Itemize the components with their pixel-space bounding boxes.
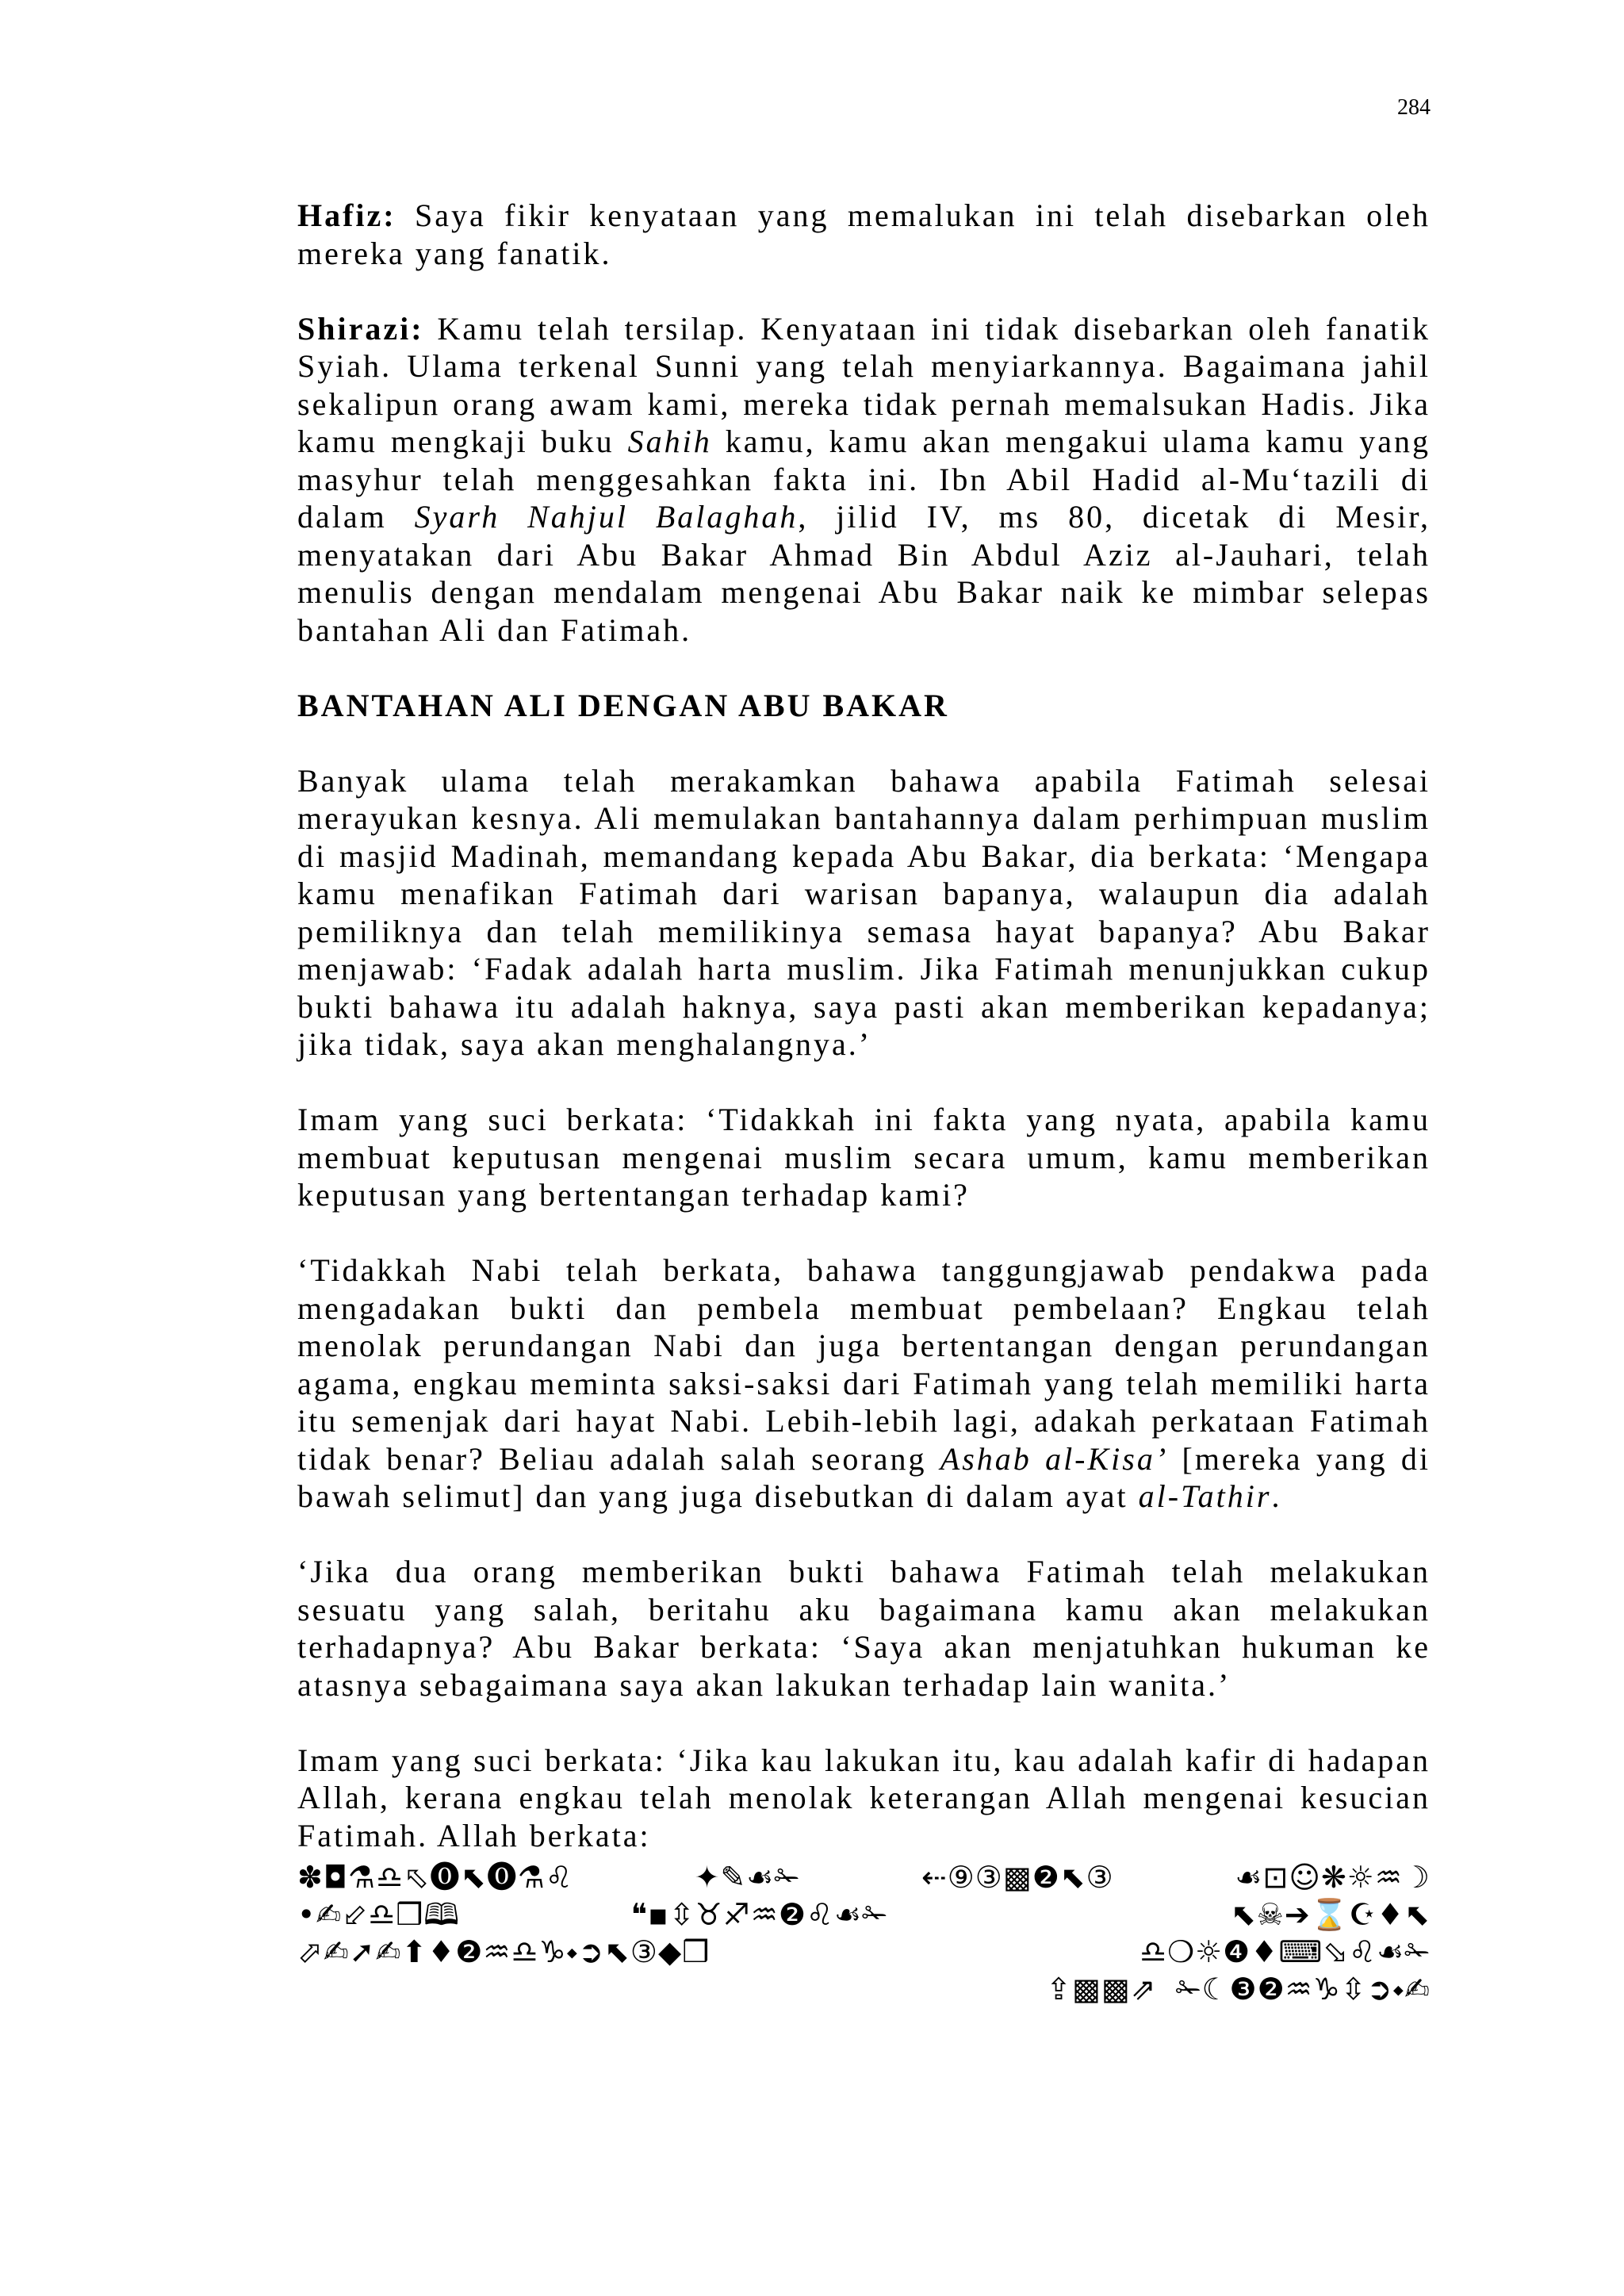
page-content xyxy=(297,197,1431,2008)
glyph-run: ✁☾❸❷♒♑⇳➲⬩✍ xyxy=(1175,1972,1431,2007)
section-heading: BANTAHAN ALI DENGAN ABU BAKAR xyxy=(297,687,949,723)
glyph-run: ⬉☠➔⌛☪♦⬉ xyxy=(1230,1897,1431,1932)
speaker-name: Shirazi: xyxy=(297,310,424,347)
italic-term-ashab-al-kisa: Ashab al-Kisa’ xyxy=(940,1440,1169,1477)
paragraph-shirazi xyxy=(297,310,1431,650)
glyph-run: ⬀✍➚✍⬆♦❷♒♎♑⬩➲⬉③◆❒ xyxy=(297,1934,710,1969)
paragraph-bukti: ‘Jika dua orang memberikan bukti bahawa Fatimah telah melakukan sesuatu yang salah, beritahu aku bagaimana kamu akan melakukan terhadapnya? Abu Bakar berkata: ‘Saya akan menjatuhkan hukuman ke atasnya sebagaimana saya akan lakukan terhadap lain wanita.’ xyxy=(297,1554,1431,1703)
paragraph-text: ‘Tidakkah Nabi telah berkata, bahawa tanggungjawab pendakwa pada mengadakan bukti dan pembela membuat pembelaan? Engkau telah menolak perundangan Nabi dan juga bertentangan dengan perundangan agama, engkau meminta saksi-saksi dari Fatimah yang telah memiliki harta itu semenjak dari hayat Nabi. Lebih-lebih lagi, adakah perkataan Fatimah tidak benar? Beliau adalah salah seorang xyxy=(297,1252,1431,1477)
glyph-run: ❝▪⇳♉♐♒❷♌☙✁ xyxy=(630,1897,888,1932)
paragraph-hafiz xyxy=(297,197,1431,272)
paragraph-text: . xyxy=(1271,1478,1282,1514)
glyph-line xyxy=(297,1859,1431,1896)
italic-title-syarh-nahjul-balaghah: Syarh Nahjul Balaghah xyxy=(414,499,799,535)
glyph-line xyxy=(297,1971,1431,2008)
glyph-line xyxy=(297,1934,1431,1971)
italic-term-al-tathir: al-Tathir xyxy=(1138,1478,1272,1514)
speaker-name: Hafiz: xyxy=(297,197,396,233)
glyph-run: •✍⬃♎❒🕮 xyxy=(297,1897,461,1932)
glyph-run: ⇠⑨③▩❷⬉③ xyxy=(921,1860,1114,1895)
paragraph-text: kamu, kamu akan mengakui ulama kamu yang masyhur telah menggesahkan fakta ini. Ibn Abil Hadid al-Mu‘tazili di dalam xyxy=(297,424,1431,535)
paragraph-nabi xyxy=(297,1251,1431,1516)
glyph-line xyxy=(297,1896,1431,1934)
page-number: 284 xyxy=(1397,95,1431,120)
paragraph-ulama: Banyak ulama telah merakamkan bahawa apabila Fatimah selesai merayukan kesnya. Ali memulakan bantahannya dalam perhimpuan muslim di masjid Madinah, memandang kepada Abu Bakar, dia berkata: ‘Mengapa kamu menafikan Fatimah dari warisan bapanya, walaupun dia adalah pemiliknya dan telah memilikinya semasa hayat bapanya? Abu Bakar menjawab: ‘Fadak adalah harta muslim. Jika Fatimah menunjukkan cukup bukti bahawa itu adalah haknya, saya pasti akan memberikan kepadanya; jika tidak, saya akan menghalangnya.’ xyxy=(297,762,1431,1062)
paragraph-imam-2: Imam yang suci berkata: ‘Jika kau lakukan itu, kau adalah kafir di hadapan Allah, kerana engkau telah menolak keterangan Allah mengenai kesucian Fatimah. Allah berkata: xyxy=(297,1742,1431,1853)
glyph-run: ✦✎☙✁ xyxy=(694,1860,801,1895)
paragraph-text: Saya fikir kenyataan yang memalukan ini telah disebarkan oleh mereka yang fanatik. xyxy=(297,197,1431,271)
glyph-run: ♎❍☼❹♦⌨⬂♌☙✁ xyxy=(1139,1934,1431,1969)
glyph-run: ✽◘⚗♎⬁⓿⬉⓿⚗♌ xyxy=(297,1860,573,1895)
italic-title-sahih: Sahih xyxy=(627,424,712,459)
paragraph-imam-1: Imam yang suci berkata: ‘Tidakkah ini fakta yang nyata, apabila kamu membuat keputusan mengenai muslim secara umum, kamu memberikan keputusan yang bertentangan terhadap kami? xyxy=(297,1102,1431,1213)
glyph-run: ⇪▩▩⇗ xyxy=(1046,1972,1157,2007)
glyph-run: ☙⊡☺❋☼♒☽ xyxy=(1235,1860,1431,1895)
paragraph-text: [mereka yang di bawah selimut] dan yang juga disebutkan di dalam ayat xyxy=(297,1440,1431,1514)
paragraph-text: Kamu telah tersilap. Kenyataan ini tidak disebarkan oleh fanatik Syiah. Ulama terkenal Sunni yang telah menyiarkannya. Bagaimana jahil sekalipun orang awam kami, mereka tidak pernah memalsukan Hadis. Jika kamu mengkaji buku xyxy=(297,310,1431,459)
paragraph-text: , jilid IV, ms 80, dicetak di Mesir, menyatakan dari Abu Bakar Ahmad Bin Abdul Aziz al-Jauhari, telah menulis dengan mendalam mengenai Abu Bakar naik ke mimbar selepas bantahan Ali dan Fatimah. xyxy=(297,499,1431,648)
arabic-verse-glyphs xyxy=(297,1859,1431,2008)
